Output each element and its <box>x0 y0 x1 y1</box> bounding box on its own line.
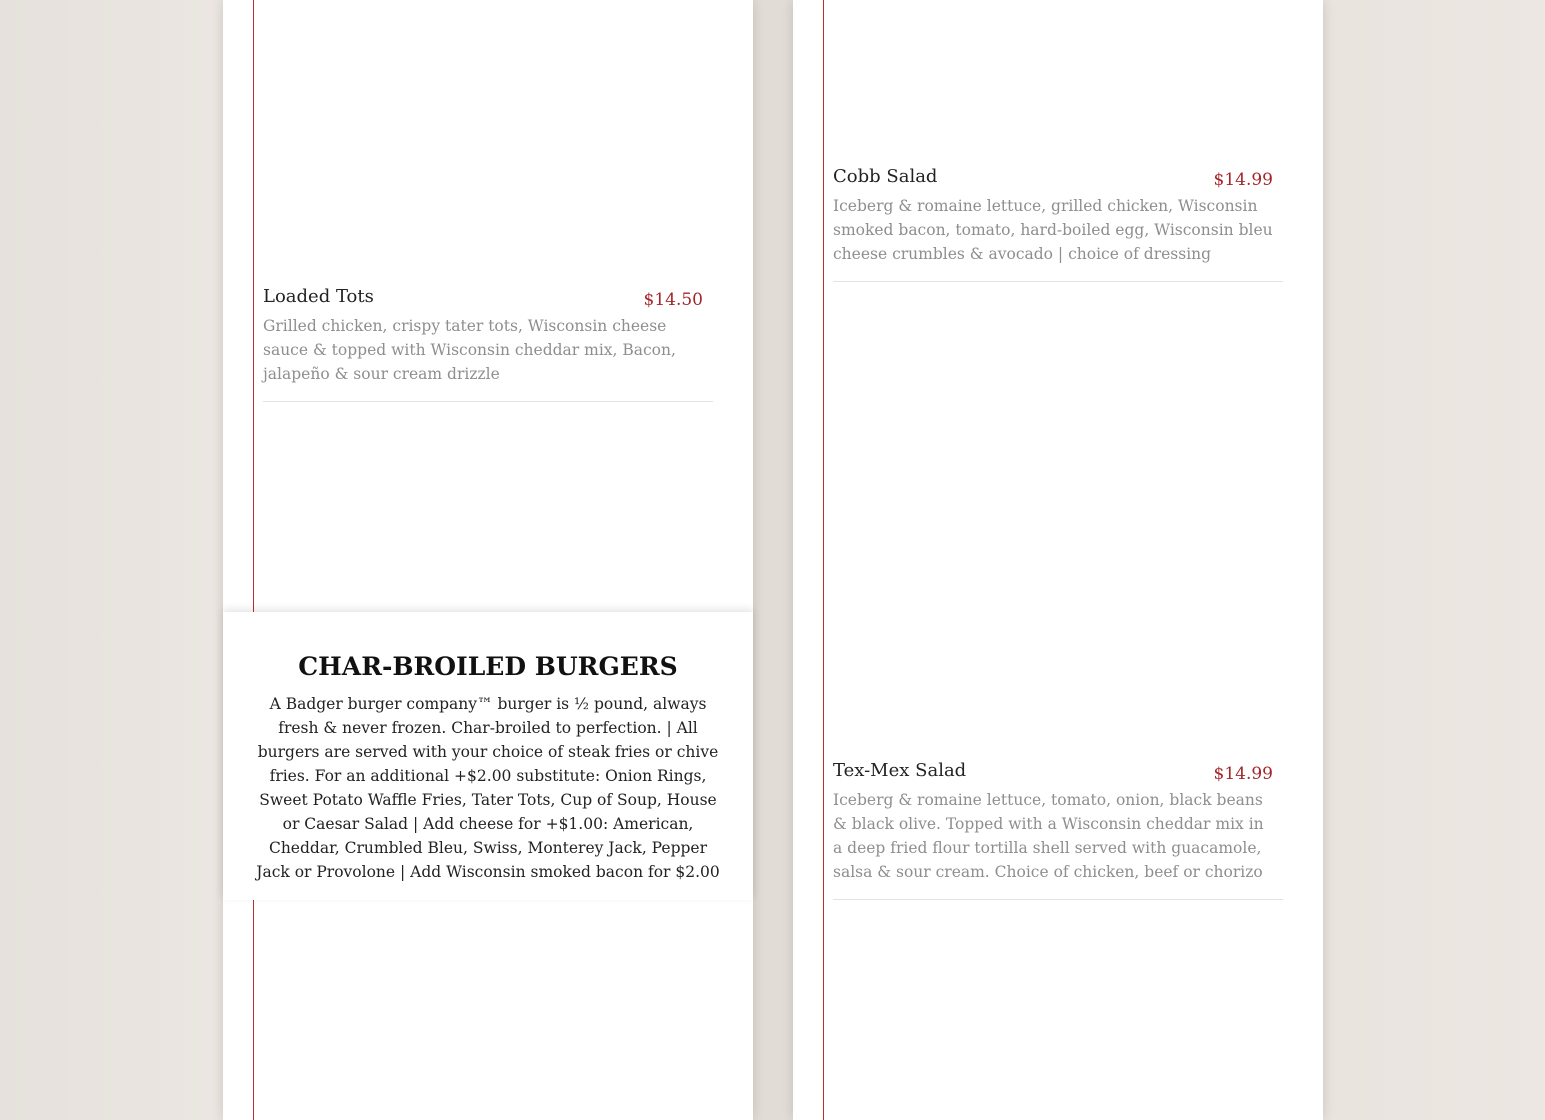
accent-rule <box>823 0 824 1120</box>
item-name: Cobb Salad <box>833 166 938 187</box>
item-price: $14.50 <box>643 290 703 310</box>
section-header-burgers <box>223 612 753 900</box>
item-description: Iceberg & romaine lettuce, tomato, onion, black beans & black olive. Topped with a Wisconsin cheddar mix in a deep fried flour tortilla shell served with guacamole, salsa & sour cream. Choice of chicken, beef or chorizo <box>833 791 1264 881</box>
section-title: CHAR-BROILED BURGERS <box>298 652 678 681</box>
item-price: $14.99 <box>1213 170 1273 190</box>
menu-item-cobb-salad[interactable] <box>833 165 1283 282</box>
item-description: Grilled chicken, crispy tater tots, Wisconsin cheese sauce & topped with Wisconsin cheddar mix, Bacon, jalapeño & sour cream drizzle <box>263 317 676 383</box>
accent-rule-bottom <box>253 900 254 1120</box>
menu-column-left <box>223 0 753 1120</box>
item-price: $14.99 <box>1213 764 1273 784</box>
item-name: Loaded Tots <box>263 286 374 307</box>
item-description: Iceberg & romaine lettuce, grilled chicken, Wisconsin smoked bacon, tomato, hard-boiled egg, Wisconsin bleu cheese crumbles & avocado | choice of dressing <box>833 197 1273 263</box>
menu-column-right <box>793 0 1323 1120</box>
item-name: Tex-Mex Salad <box>833 760 967 781</box>
section-description: A Badger burger company™ burger is ½ pound, always fresh & never frozen. Char-broiled to perfection. | All burgers are served with your choice of steak fries or chive fries. For an additional +$2.00 substitute: Onion Rings, Sweet Potato Waffle Fries, Tater Tots, Cup of Soup, House or Caesar Salad | Add cheese for +$1.00: American, Cheddar, Crumbled Bleu, Swiss, Monterey Jack, Pepper Jack or Provolone | Add Wisconsin smoked bacon for $2.00 <box>256 695 720 881</box>
menu-item-tex-mex-salad[interactable] <box>833 759 1283 900</box>
accent-rule-top <box>253 0 254 612</box>
menu-item-loaded-tots[interactable] <box>263 285 713 402</box>
